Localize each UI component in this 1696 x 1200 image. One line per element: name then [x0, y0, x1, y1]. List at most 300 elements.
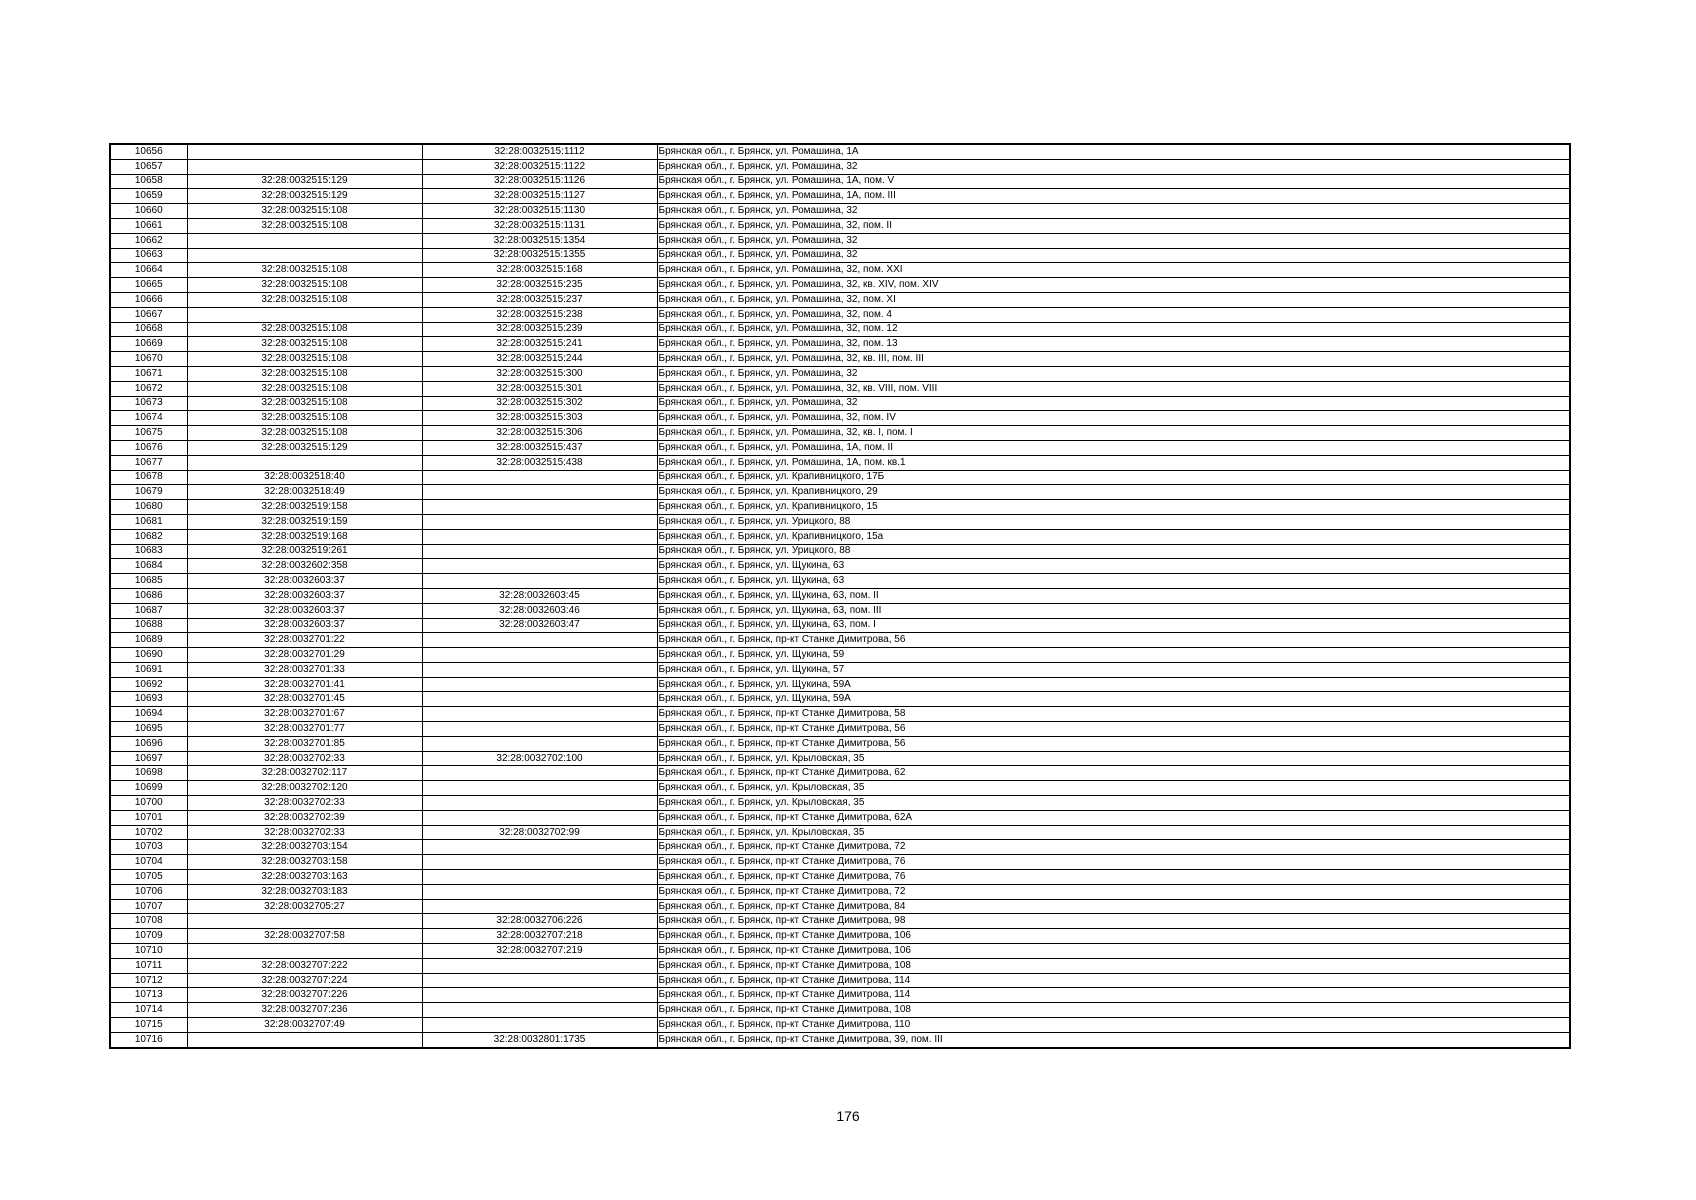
address-cell: Брянская обл., г. Брянск, пр-кт Станке Димитрова, 98: [657, 914, 1570, 929]
address-cell: Брянская обл., г. Брянск, пр-кт Станке Димитрова, 76: [657, 870, 1570, 885]
row-number-cell: 10683: [110, 544, 187, 559]
parent-cadastral-cell: 32:28:0032603:37: [187, 603, 422, 618]
address-cell: Брянская обл., г. Брянск, ул. Крапивницкого, 29: [657, 485, 1570, 500]
cadastral-number-cell: 32:28:0032515:302: [422, 396, 657, 411]
cadastral-number-cell: [422, 470, 657, 485]
address-cell: Брянская обл., г. Брянск, ул. Щукина, 59А: [657, 677, 1570, 692]
address-cell: Брянская обл., г. Брянск, ул. Ромашина, 32: [657, 396, 1570, 411]
parent-cadastral-cell: 32:28:0032702:117: [187, 766, 422, 781]
parent-cadastral-cell: 32:28:0032515:129: [187, 174, 422, 189]
address-cell: Брянская обл., г. Брянск, ул. Урицкого, 88: [657, 514, 1570, 529]
address-cell: Брянская обл., г. Брянск, ул. Ромашина, 32, пом. II: [657, 218, 1570, 233]
address-cell: Брянская обл., г. Брянск, пр-кт Станке Димитрова, 62А: [657, 810, 1570, 825]
address-cell: Брянская обл., г. Брянск, ул. Щукина, 59: [657, 648, 1570, 663]
parent-cadastral-cell: 32:28:0032707:49: [187, 1018, 422, 1033]
table-row: [110, 855, 1570, 870]
cadastral-number-cell: [422, 485, 657, 500]
cadastral-number-cell: [422, 899, 657, 914]
row-number-cell: 10714: [110, 1003, 187, 1018]
cadastral-number-cell: 32:28:0032515:238: [422, 307, 657, 322]
address-cell: Брянская обл., г. Брянск, пр-кт Станке Димитрова, 114: [657, 973, 1570, 988]
table-row: [110, 677, 1570, 692]
parent-cadastral-cell: 32:28:0032603:37: [187, 618, 422, 633]
cadastral-number-cell: [422, 707, 657, 722]
parent-cadastral-cell: 32:28:0032703:154: [187, 840, 422, 855]
row-number-cell: 10656: [110, 144, 187, 159]
parent-cadastral-cell: 32:28:0032515:108: [187, 263, 422, 278]
cadastral-number-cell: 32:28:0032515:168: [422, 263, 657, 278]
address-cell: Брянская обл., г. Брянск, ул. Щукина, 63, пом. I: [657, 618, 1570, 633]
cadastral-number-cell: 32:28:0032603:46: [422, 603, 657, 618]
row-number-cell: 10674: [110, 411, 187, 426]
parent-cadastral-cell: 32:28:0032707:236: [187, 1003, 422, 1018]
address-cell: Брянская обл., г. Брянск, пр-кт Станке Димитрова, 56: [657, 633, 1570, 648]
parent-cadastral-cell: 32:28:0032519:261: [187, 544, 422, 559]
row-number-cell: 10691: [110, 662, 187, 677]
table-row: [110, 292, 1570, 307]
parent-cadastral-cell: 32:28:0032701:29: [187, 648, 422, 663]
cadastral-number-cell: [422, 855, 657, 870]
parent-cadastral-cell: 32:28:0032518:49: [187, 485, 422, 500]
parent-cadastral-cell: 32:28:0032703:158: [187, 855, 422, 870]
cadastral-number-cell: [422, 662, 657, 677]
address-cell: Брянская обл., г. Брянск, пр-кт Станке Димитрова, 108: [657, 958, 1570, 973]
row-number-cell: 10706: [110, 884, 187, 899]
parent-cadastral-cell: 32:28:0032707:58: [187, 929, 422, 944]
cadastral-number-cell: 32:28:0032706:226: [422, 914, 657, 929]
table-row: [110, 514, 1570, 529]
parent-cadastral-cell: 32:28:0032515:108: [187, 411, 422, 426]
address-cell: Брянская обл., г. Брянск, ул. Щукина, 57: [657, 662, 1570, 677]
address-cell: Брянская обл., г. Брянск, ул. Ромашина, 32, кв. XIV, пом. XIV: [657, 278, 1570, 293]
parent-cadastral-cell: 32:28:0032515:129: [187, 440, 422, 455]
address-cell: Брянская обл., г. Брянск, ул. Ромашина, 32, пом. 4: [657, 307, 1570, 322]
row-number-cell: 10685: [110, 574, 187, 589]
cadastral-number-cell: 32:28:0032515:306: [422, 426, 657, 441]
row-number-cell: 10664: [110, 263, 187, 278]
row-number-cell: 10690: [110, 648, 187, 663]
row-number-cell: 10675: [110, 426, 187, 441]
parent-cadastral-cell: 32:28:0032703:163: [187, 870, 422, 885]
page-number: 176: [836, 1108, 860, 1124]
row-number-cell: 10705: [110, 870, 187, 885]
cadastral-number-cell: 32:28:0032515:1130: [422, 204, 657, 219]
address-cell: Брянская обл., г. Брянск, пр-кт Станке Димитрова, 110: [657, 1018, 1570, 1033]
cadastral-number-cell: 32:28:0032515:1127: [422, 189, 657, 204]
address-cell: Брянская обл., г. Брянск, ул. Ромашина, 32, кв. VIII, пом. VIII: [657, 381, 1570, 396]
parent-cadastral-cell: 32:28:0032515:108: [187, 352, 422, 367]
table-row: [110, 322, 1570, 337]
address-cell: Брянская обл., г. Брянск, ул. Крапивницкого, 15: [657, 500, 1570, 515]
parent-cadastral-cell: 32:28:0032701:45: [187, 692, 422, 707]
row-number-cell: 10661: [110, 218, 187, 233]
cadastral-number-cell: 32:28:0032515:437: [422, 440, 657, 455]
row-number-cell: 10668: [110, 322, 187, 337]
table-row: [110, 352, 1570, 367]
table-row: [110, 218, 1570, 233]
row-number-cell: 10710: [110, 944, 187, 959]
address-cell: Брянская обл., г. Брянск, пр-кт Станке Димитрова, 84: [657, 899, 1570, 914]
row-number-cell: 10662: [110, 233, 187, 248]
row-number-cell: 10679: [110, 485, 187, 500]
address-cell: Брянская обл., г. Брянск, пр-кт Станке Димитрова, 76: [657, 855, 1570, 870]
address-cell: Брянская обл., г. Брянск, ул. Ромашина, 1А, пом. V: [657, 174, 1570, 189]
cadastral-number-cell: 32:28:0032702:100: [422, 751, 657, 766]
parent-cadastral-cell: 32:28:0032515:108: [187, 278, 422, 293]
cadastral-number-cell: 32:28:0032515:1131: [422, 218, 657, 233]
parent-cadastral-cell: 32:28:0032703:183: [187, 884, 422, 899]
table-row: [110, 973, 1570, 988]
cadastral-number-cell: 32:28:0032515:1122: [422, 159, 657, 174]
address-cell: Брянская обл., г. Брянск, ул. Ромашина, 32: [657, 159, 1570, 174]
row-number-cell: 10715: [110, 1018, 187, 1033]
cadastral-number-cell: [422, 973, 657, 988]
parent-cadastral-cell: 32:28:0032515:108: [187, 366, 422, 381]
parent-cadastral-cell: 32:28:0032701:85: [187, 736, 422, 751]
cadastral-number-cell: 32:28:0032515:244: [422, 352, 657, 367]
row-number-cell: 10709: [110, 929, 187, 944]
row-number-cell: 10693: [110, 692, 187, 707]
cadastral-number-cell: 32:28:0032707:219: [422, 944, 657, 959]
row-number-cell: 10687: [110, 603, 187, 618]
address-cell: Брянская обл., г. Брянск, ул. Ромашина, 1А, пом. II: [657, 440, 1570, 455]
table-row: [110, 426, 1570, 441]
parent-cadastral-cell: 32:28:0032707:226: [187, 988, 422, 1003]
cadastral-number-cell: 32:28:0032515:1354: [422, 233, 657, 248]
address-cell: Брянская обл., г. Брянск, ул. Ромашина, 32: [657, 366, 1570, 381]
cadastral-number-cell: 32:28:0032515:235: [422, 278, 657, 293]
table-row: [110, 958, 1570, 973]
row-number-cell: 10676: [110, 440, 187, 455]
parent-cadastral-cell: 32:28:0032515:108: [187, 337, 422, 352]
address-cell: Брянская обл., г. Брянск, пр-кт Станке Димитрова, 106: [657, 929, 1570, 944]
cadastral-number-cell: [422, 870, 657, 885]
parent-cadastral-cell: 32:28:0032702:120: [187, 781, 422, 796]
cadastral-number-cell: [422, 574, 657, 589]
table-row: [110, 574, 1570, 589]
row-number-cell: 10670: [110, 352, 187, 367]
table-row: [110, 796, 1570, 811]
address-cell: Брянская обл., г. Брянск, ул. Ромашина, 32, пом. XXI: [657, 263, 1570, 278]
parent-cadastral-cell: [187, 144, 422, 159]
cadastral-number-cell: [422, 796, 657, 811]
table-row: [110, 648, 1570, 663]
row-number-cell: 10699: [110, 781, 187, 796]
table-row: [110, 366, 1570, 381]
address-cell: Брянская обл., г. Брянск, ул. Щукина, 59А: [657, 692, 1570, 707]
table-row: [110, 337, 1570, 352]
row-number-cell: 10680: [110, 500, 187, 515]
parent-cadastral-cell: 32:28:0032702:33: [187, 796, 422, 811]
address-cell: Брянская обл., г. Брянск, ул. Урицкого, 88: [657, 544, 1570, 559]
table-row: [110, 559, 1570, 574]
address-cell: Брянская обл., г. Брянск, пр-кт Станке Димитрова, 62: [657, 766, 1570, 781]
address-cell: Брянская обл., г. Брянск, ул. Ромашина, 32: [657, 233, 1570, 248]
row-number-cell: 10708: [110, 914, 187, 929]
parent-cadastral-cell: 32:28:0032602:358: [187, 559, 422, 574]
table-row: [110, 544, 1570, 559]
row-number-cell: 10703: [110, 840, 187, 855]
table-row: [110, 899, 1570, 914]
cadastral-number-cell: 32:28:0032515:1126: [422, 174, 657, 189]
address-cell: Брянская обл., г. Брянск, ул. Щукина, 63: [657, 559, 1570, 574]
address-cell: Брянская обл., г. Брянск, ул. Крыловская, 35: [657, 796, 1570, 811]
parent-cadastral-cell: 32:28:0032701:77: [187, 722, 422, 737]
row-number-cell: 10684: [110, 559, 187, 574]
table-row: [110, 825, 1570, 840]
parent-cadastral-cell: 32:28:0032515:108: [187, 426, 422, 441]
parent-cadastral-cell: 32:28:0032515:108: [187, 218, 422, 233]
address-cell: Брянская обл., г. Брянск, ул. Крапивницкого, 17Б: [657, 470, 1570, 485]
cadastral-number-cell: 32:28:0032515:300: [422, 366, 657, 381]
cadastral-number-cell: [422, 633, 657, 648]
parent-cadastral-cell: [187, 159, 422, 174]
parent-cadastral-cell: 32:28:0032515:108: [187, 381, 422, 396]
table-row: [110, 633, 1570, 648]
parent-cadastral-cell: [187, 455, 422, 470]
parent-cadastral-cell: 32:28:0032701:33: [187, 662, 422, 677]
table-row: [110, 411, 1570, 426]
row-number-cell: 10696: [110, 736, 187, 751]
row-number-cell: 10686: [110, 588, 187, 603]
row-number-cell: 10689: [110, 633, 187, 648]
table-row: [110, 662, 1570, 677]
cadastral-number-cell: [422, 988, 657, 1003]
parent-cadastral-cell: 32:28:0032707:224: [187, 973, 422, 988]
row-number-cell: 10658: [110, 174, 187, 189]
address-cell: Брянская обл., г. Брянск, ул. Щукина, 63, пом. II: [657, 588, 1570, 603]
table-row: [110, 751, 1570, 766]
address-cell: Брянская обл., г. Брянск, пр-кт Станке Димитрова, 72: [657, 884, 1570, 899]
cadastral-number-cell: 32:28:0032515:237: [422, 292, 657, 307]
cadastral-number-cell: [422, 1003, 657, 1018]
row-number-cell: 10678: [110, 470, 187, 485]
table-row: [110, 810, 1570, 825]
row-number-cell: 10713: [110, 988, 187, 1003]
address-cell: Брянская обл., г. Брянск, ул. Ромашина, 1А: [657, 144, 1570, 159]
parent-cadastral-cell: 32:28:0032701:22: [187, 633, 422, 648]
row-number-cell: 10659: [110, 189, 187, 204]
address-cell: Брянская обл., г. Брянск, пр-кт Станке Димитрова, 114: [657, 988, 1570, 1003]
row-number-cell: 10694: [110, 707, 187, 722]
row-number-cell: 10702: [110, 825, 187, 840]
parent-cadastral-cell: 32:28:0032701:41: [187, 677, 422, 692]
cadastral-number-cell: 32:28:0032515:1355: [422, 248, 657, 263]
cadastral-number-cell: [422, 677, 657, 692]
parent-cadastral-cell: 32:28:0032705:27: [187, 899, 422, 914]
row-number-cell: 10697: [110, 751, 187, 766]
table-row: [110, 396, 1570, 411]
table-row: [110, 1003, 1570, 1018]
cadastral-number-cell: [422, 559, 657, 574]
cadastral-number-cell: 32:28:0032515:1112: [422, 144, 657, 159]
parent-cadastral-cell: 32:28:0032701:67: [187, 707, 422, 722]
address-cell: Брянская обл., г. Брянск, ул. Ромашина, 32, пом. IV: [657, 411, 1570, 426]
parent-cadastral-cell: 32:28:0032603:37: [187, 574, 422, 589]
parent-cadastral-cell: 32:28:0032519:159: [187, 514, 422, 529]
table-row: [110, 914, 1570, 929]
cadastral-number-cell: 32:28:0032515:241: [422, 337, 657, 352]
cadastral-number-cell: [422, 514, 657, 529]
table-row: [110, 618, 1570, 633]
address-cell: Брянская обл., г. Брянск, пр-кт Станке Димитрова, 72: [657, 840, 1570, 855]
row-number-cell: 10716: [110, 1032, 187, 1047]
row-number-cell: 10698: [110, 766, 187, 781]
row-number-cell: 10673: [110, 396, 187, 411]
address-cell: Брянская обл., г. Брянск, ул. Ромашина, 32, пом. 12: [657, 322, 1570, 337]
cadastral-number-cell: 32:28:0032702:99: [422, 825, 657, 840]
cadastral-number-cell: [422, 736, 657, 751]
address-cell: Брянская обл., г. Брянск, ул. Ромашина, 32, пом. XI: [657, 292, 1570, 307]
parent-cadastral-cell: 32:28:0032603:37: [187, 588, 422, 603]
address-cell: Брянская обл., г. Брянск, ул. Ромашина, 32: [657, 204, 1570, 219]
parent-cadastral-cell: [187, 944, 422, 959]
cadastral-number-cell: 32:28:0032603:45: [422, 588, 657, 603]
cadastral-number-cell: [422, 544, 657, 559]
row-number-cell: 10665: [110, 278, 187, 293]
parent-cadastral-cell: 32:28:0032519:158: [187, 500, 422, 515]
row-number-cell: 10677: [110, 455, 187, 470]
parent-cadastral-cell: [187, 233, 422, 248]
parent-cadastral-cell: 32:28:0032518:40: [187, 470, 422, 485]
cadastral-number-cell: [422, 840, 657, 855]
address-cell: Брянская обл., г. Брянск, ул. Щукина, 63: [657, 574, 1570, 589]
parent-cadastral-cell: 32:28:0032702:33: [187, 751, 422, 766]
cadastral-number-cell: [422, 692, 657, 707]
parent-cadastral-cell: [187, 307, 422, 322]
address-cell: Брянская обл., г. Брянск, ул. Крапивницкого, 15а: [657, 529, 1570, 544]
row-number-cell: 10666: [110, 292, 187, 307]
table-row: [110, 278, 1570, 293]
table-row: [110, 944, 1570, 959]
table-row: [110, 500, 1570, 515]
table-row: [110, 307, 1570, 322]
parent-cadastral-cell: [187, 1032, 422, 1047]
table-row: [110, 455, 1570, 470]
cadastral-number-cell: 32:28:0032515:301: [422, 381, 657, 396]
row-number-cell: 10704: [110, 855, 187, 870]
table-row: [110, 588, 1570, 603]
table-row: [110, 470, 1570, 485]
address-cell: Брянская обл., г. Брянск, ул. Крыловская, 35: [657, 825, 1570, 840]
table-row: [110, 840, 1570, 855]
table-row: [110, 707, 1570, 722]
row-number-cell: 10707: [110, 899, 187, 914]
table-body: [110, 144, 1570, 1048]
table-row: [110, 174, 1570, 189]
row-number-cell: 10667: [110, 307, 187, 322]
parent-cadastral-cell: [187, 914, 422, 929]
table-row: [110, 144, 1570, 159]
table-row: [110, 736, 1570, 751]
table-row: [110, 529, 1570, 544]
table-row: [110, 988, 1570, 1003]
address-cell: Брянская обл., г. Брянск, ул. Ромашина, 32, кв. III, пом. III: [657, 352, 1570, 367]
table-row: [110, 263, 1570, 278]
address-cell: Брянская обл., г. Брянск, пр-кт Станке Димитрова, 106: [657, 944, 1570, 959]
address-cell: Брянская обл., г. Брянск, пр-кт Станке Димитрова, 56: [657, 736, 1570, 751]
row-number-cell: 10669: [110, 337, 187, 352]
row-number-cell: 10663: [110, 248, 187, 263]
row-number-cell: 10692: [110, 677, 187, 692]
cadastral-number-cell: [422, 884, 657, 899]
parent-cadastral-cell: 32:28:0032515:108: [187, 396, 422, 411]
address-cell: Брянская обл., г. Брянск, пр-кт Станке Димитрова, 56: [657, 722, 1570, 737]
row-number-cell: 10682: [110, 529, 187, 544]
cadastral-number-cell: [422, 810, 657, 825]
address-cell: Брянская обл., г. Брянск, ул. Ромашина, 1А, пом. III: [657, 189, 1570, 204]
row-number-cell: 10712: [110, 973, 187, 988]
address-cell: Брянская обл., г. Брянск, ул. Ромашина, 1А, пом. кв.1: [657, 455, 1570, 470]
cadastral-number-cell: 32:28:0032515:303: [422, 411, 657, 426]
cadastral-number-cell: 32:28:0032603:47: [422, 618, 657, 633]
table-row: [110, 929, 1570, 944]
table-row: [110, 381, 1570, 396]
cadastral-number-cell: [422, 1018, 657, 1033]
table-row: [110, 204, 1570, 219]
parent-cadastral-cell: 32:28:0032702:39: [187, 810, 422, 825]
parent-cadastral-cell: 32:28:0032515:129: [187, 189, 422, 204]
address-cell: Брянская обл., г. Брянск, пр-кт Станке Димитрова, 58: [657, 707, 1570, 722]
table-row: [110, 884, 1570, 899]
address-cell: Брянская обл., г. Брянск, ул. Ромашина, 32, пом. 13: [657, 337, 1570, 352]
table-row: [110, 189, 1570, 204]
table-row: [110, 1032, 1570, 1047]
table-row: [110, 692, 1570, 707]
cadastral-number-cell: 32:28:0032515:438: [422, 455, 657, 470]
table-row: [110, 722, 1570, 737]
parent-cadastral-cell: [187, 248, 422, 263]
row-number-cell: 10671: [110, 366, 187, 381]
parent-cadastral-cell: 32:28:0032515:108: [187, 292, 422, 307]
row-number-cell: 10681: [110, 514, 187, 529]
cadastral-number-cell: 32:28:0032515:239: [422, 322, 657, 337]
parent-cadastral-cell: 32:28:0032515:108: [187, 322, 422, 337]
address-cell: Брянская обл., г. Брянск, ул. Ромашина, 32: [657, 248, 1570, 263]
row-number-cell: 10657: [110, 159, 187, 174]
table-row: [110, 159, 1570, 174]
registry-table: [109, 143, 1571, 1049]
table-row: [110, 781, 1570, 796]
cadastral-number-cell: [422, 722, 657, 737]
row-number-cell: 10660: [110, 204, 187, 219]
table-row: [110, 766, 1570, 781]
cadastral-number-cell: [422, 529, 657, 544]
address-cell: Брянская обл., г. Брянск, ул. Щукина, 63, пом. III: [657, 603, 1570, 618]
cadastral-number-cell: 32:28:0032707:218: [422, 929, 657, 944]
parent-cadastral-cell: 32:28:0032515:108: [187, 204, 422, 219]
parent-cadastral-cell: 32:28:0032707:222: [187, 958, 422, 973]
table-row: [110, 233, 1570, 248]
address-cell: Брянская обл., г. Брянск, ул. Крыловская, 35: [657, 781, 1570, 796]
table-row: [110, 248, 1570, 263]
row-number-cell: 10688: [110, 618, 187, 633]
row-number-cell: 10695: [110, 722, 187, 737]
cadastral-number-cell: [422, 500, 657, 515]
parent-cadastral-cell: 32:28:0032519:168: [187, 529, 422, 544]
address-cell: Брянская обл., г. Брянск, пр-кт Станке Димитрова, 108: [657, 1003, 1570, 1018]
row-number-cell: 10711: [110, 958, 187, 973]
row-number-cell: 10700: [110, 796, 187, 811]
address-cell: Брянская обл., г. Брянск, пр-кт Станке Димитрова, 39, пом. III: [657, 1032, 1570, 1047]
table-row: [110, 1018, 1570, 1033]
cadastral-number-cell: [422, 766, 657, 781]
address-cell: Брянская обл., г. Брянск, ул. Ромашина, 32, кв. I, пом. I: [657, 426, 1570, 441]
cadastral-number-cell: [422, 648, 657, 663]
cadastral-number-cell: 32:28:0032801:1735: [422, 1032, 657, 1047]
address-cell: Брянская обл., г. Брянск, ул. Крыловская, 35: [657, 751, 1570, 766]
cadastral-number-cell: [422, 781, 657, 796]
